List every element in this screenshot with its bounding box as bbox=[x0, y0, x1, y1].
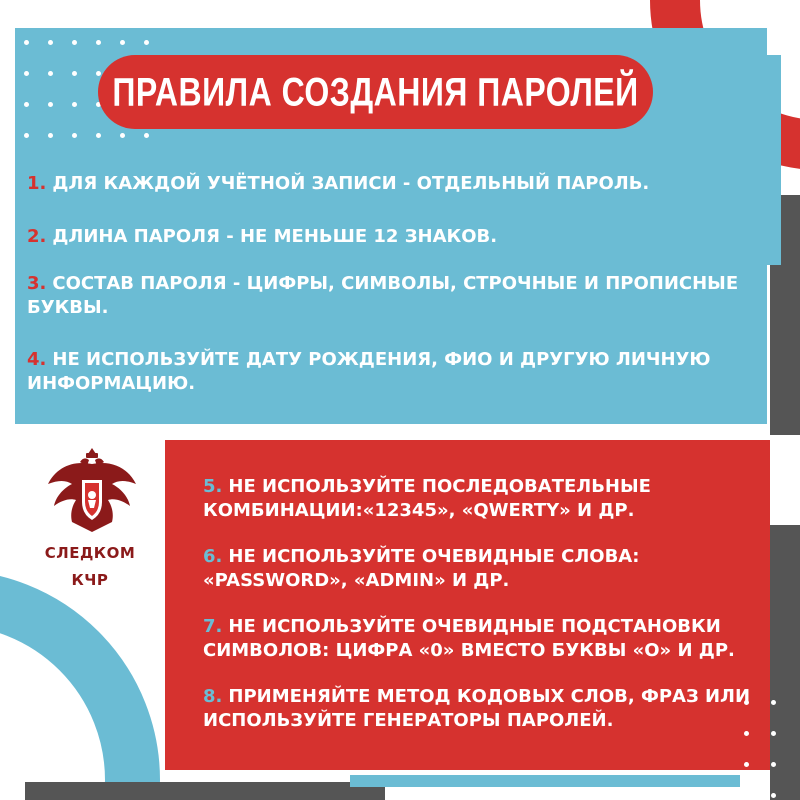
rule-item bbox=[27, 272, 747, 320]
decorative-blue-ring bbox=[0, 570, 160, 800]
rule-number: 5. bbox=[203, 476, 223, 497]
rule-item bbox=[203, 685, 763, 733]
rule-item bbox=[27, 172, 747, 196]
rule-text: ПРИМЕНЯЙТЕ МЕТОД КОДОВЫХ СЛОВ, ФРАЗ ИЛИ ИСПОЛЬЗУЙТЕ ГЕНЕРАТОРЫ ПАРОЛЕЙ. bbox=[203, 686, 751, 731]
decorative-bottom-blue-bar bbox=[350, 775, 740, 787]
logo-caption bbox=[20, 540, 160, 594]
page-title: ПРАВИЛА СОЗДАНИЯ ПАРОЛЕЙ bbox=[112, 68, 639, 114]
rule-item bbox=[27, 225, 747, 249]
rule-item bbox=[203, 475, 758, 523]
rule-number: 1. bbox=[27, 173, 47, 194]
decorative-bottom-grey-bar bbox=[25, 782, 385, 800]
rule-text: НЕ ИСПОЛЬЗУЙТЕ ОЧЕВИДНЫЕ СЛОВА: «PASSWORD», «ADMIN» И ДР. bbox=[203, 546, 640, 591]
rule-text: СОСТАВ ПАРОЛЯ - ЦИФРЫ, СИМВОЛЫ, СТРОЧНЫЕ И ПРОПИСНЫЕ БУКВЫ. bbox=[27, 273, 739, 318]
rule-item bbox=[27, 348, 747, 396]
rule-number: 7. bbox=[203, 616, 223, 637]
rule-item bbox=[203, 545, 758, 593]
rule-number: 2. bbox=[27, 226, 47, 247]
logo-line-1: СЛЕДКОМ bbox=[44, 544, 136, 562]
rule-number: 4. bbox=[27, 349, 47, 370]
rule-number: 6. bbox=[203, 546, 223, 567]
title-banner bbox=[98, 55, 653, 129]
rule-number: 8. bbox=[203, 686, 223, 707]
double-headed-eagle-emblem-icon bbox=[42, 440, 142, 540]
rule-text: НЕ ИСПОЛЬЗУЙТЕ ОЧЕВИДНЫЕ ПОДСТАНОВКИ СИМВОЛОВ: ЦИФРА «0» ВМЕСТО БУКВЫ «О» И ДР. bbox=[203, 616, 735, 661]
rule-text: НЕ ИСПОЛЬЗУЙТЕ ПОСЛЕДОВАТЕЛЬНЫЕ КОМБИНАЦИИ:«12345», «QWERTY» И ДР. bbox=[203, 476, 651, 521]
rule-text: ДЛЯ КАЖДОЙ УЧЁТНОЙ ЗАПИСИ - ОТДЕЛЬНЫЙ ПАРОЛЬ. bbox=[52, 173, 650, 194]
rule-number: 3. bbox=[27, 273, 47, 294]
rule-item bbox=[203, 615, 758, 663]
logo-line-2: КЧР bbox=[71, 571, 109, 589]
rule-text: НЕ ИСПОЛЬЗУЙТЕ ДАТУ РОЖДЕНИЯ, ФИО И ДРУГУЮ ЛИЧНУЮ ИНФОРМАЦИЮ. bbox=[27, 349, 711, 394]
rule-text: ДЛИНА ПАРОЛЯ - НЕ МЕНЬШЕ 12 ЗНАКОВ. bbox=[52, 226, 498, 247]
